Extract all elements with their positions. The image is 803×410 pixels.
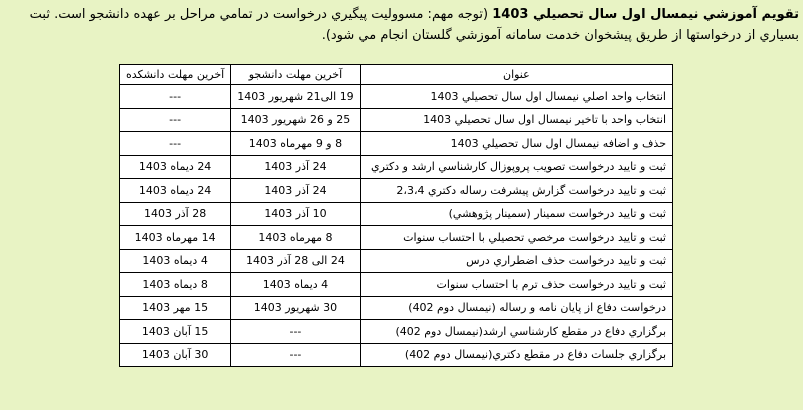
important-note: (توجه مهم: مسووليت پيگيري درخواست در تمامي مراحل بر عهده دانشجو است. ثبت بسياري از درخواستها از طريق پيشخوان خدمت سامانه آموزشي گلستان انجام مي شود). (29, 7, 799, 43)
header-faculty-deadline: آخرين مهلت دانشكده (120, 65, 231, 85)
row-title: ثبت و تاييد درخواست سمينار (سمينار پژوهشي) (360, 202, 672, 226)
table-row (120, 249, 673, 273)
row-faculty-deadline: 24 ديماه 1403 (120, 179, 231, 203)
row-student-deadline: 8 مهرماه 1403 (231, 226, 360, 250)
row-title: درخواست دفاع از پايان نامه و رساله (نيمسال دوم 402) (360, 296, 672, 320)
table-row (120, 202, 673, 226)
row-student-deadline: 24 آذر 1403 (231, 155, 360, 179)
row-faculty-deadline: 8 ديماه 1403 (120, 273, 231, 297)
table-row (120, 343, 673, 367)
table-row (120, 226, 673, 250)
row-faculty-deadline: 28 آذر 1403 (120, 202, 231, 226)
table-row (120, 273, 673, 297)
row-student-deadline: 30 شهريور 1403 (231, 296, 360, 320)
row-faculty-deadline: 4 ديماه 1403 (120, 249, 231, 273)
row-title: ثبت و تاييد درخواست گزارش پيشرفت رساله دكتري 2،3،4 (360, 179, 672, 203)
table-row (120, 132, 673, 156)
row-faculty-deadline: 15 مهر 1403 (120, 296, 231, 320)
row-student-deadline: --- (231, 343, 360, 367)
row-title: انتخاب واحد اصلي نيمسال اول سال تحصيلي 1403 (360, 85, 672, 109)
table-row (120, 108, 673, 132)
row-student-deadline: 4 ديماه 1403 (231, 273, 360, 297)
row-title: برگزاري جلسات دفاع در مقطع دكتري(نيمسال دوم 402) (360, 343, 672, 367)
row-faculty-deadline: 24 ديماه 1403 (120, 155, 231, 179)
row-faculty-deadline: 14 مهرماه 1403 (120, 226, 231, 250)
calendar-title: تقويم آموزشي نيمسال اول سال تحصيلي 1403 (492, 7, 799, 22)
table-row (120, 155, 673, 179)
row-student-deadline: 10 آذر 1403 (231, 202, 360, 226)
row-faculty-deadline: 30 آبان 1403 (120, 343, 231, 367)
row-title: حذف و اضافه نيمسال اول سال تحصيلي 1403 (360, 132, 672, 156)
intro-paragraph (4, 4, 799, 46)
row-title: ثبت و تاييد درخواست حذف اضطراري درس (360, 249, 672, 273)
row-faculty-deadline: 15 آبان 1403 (120, 320, 231, 344)
table-row (120, 85, 673, 109)
row-title: انتخاب واحد با تاخير نيمسال اول سال تحصيلي 1403 (360, 108, 672, 132)
row-faculty-deadline: --- (120, 108, 231, 132)
row-faculty-deadline: --- (120, 85, 231, 109)
row-student-deadline: --- (231, 320, 360, 344)
row-title: ثبت و تاييد درخواست حذف ترم با احتساب سنوات (360, 273, 672, 297)
row-faculty-deadline: --- (120, 132, 231, 156)
header-title: عنوان (360, 65, 672, 85)
row-title: ثبت و تاييد درخواست مرخصي تحصيلي با احتساب سنوات (360, 226, 672, 250)
row-student-deadline: 24 الی 28 آذر 1403 (231, 249, 360, 273)
table-row (120, 320, 673, 344)
row-student-deadline: 24 آذر 1403 (231, 179, 360, 203)
table-header-row (120, 65, 673, 85)
header-student-deadline: آخرين مهلت دانشجو (231, 65, 360, 85)
table-row (120, 179, 673, 203)
row-student-deadline: 19 الی21 شهريور 1403 (231, 85, 360, 109)
row-student-deadline: 8 و 9 مهرماه 1403 (231, 132, 360, 156)
table-row (120, 296, 673, 320)
academic-calendar-table (119, 64, 673, 367)
row-title: ثبت و تاييد درخواست تصويب پروپوزال كارشناسي ارشد و دكتري (360, 155, 672, 179)
row-title: برگزاري دفاع در مقطع كارشناسي ارشد(نيمسال دوم 402) (360, 320, 672, 344)
row-student-deadline: 25 و 26 شهريور 1403 (231, 108, 360, 132)
